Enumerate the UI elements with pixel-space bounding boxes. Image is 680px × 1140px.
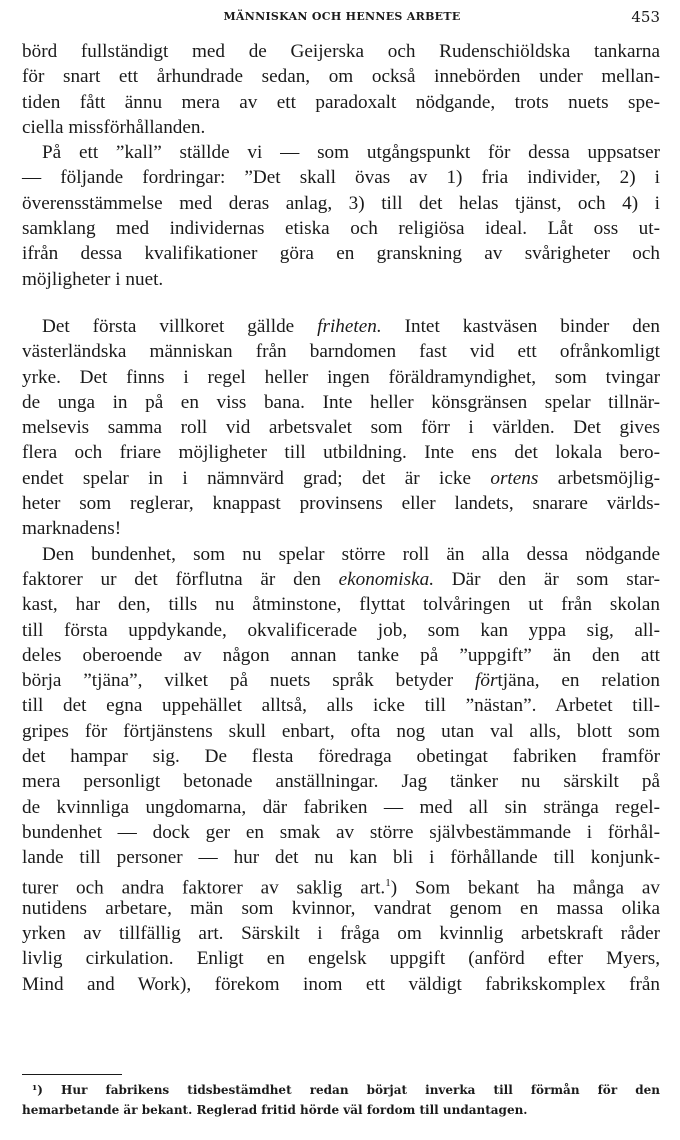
text-line bbox=[22, 466, 660, 491]
text-run: turer och andra faktorer av saklig art. bbox=[22, 876, 386, 898]
text-line: bundenhet — dock ger en smak av större självbestämmande i förhål- bbox=[22, 821, 660, 843]
text-run: Där den är som star- bbox=[434, 568, 660, 590]
text-line: yrken av tillfällig art. Särskilt i fråga om kvinnlig arbetskraft råder bbox=[22, 923, 660, 945]
text-run: Intet kastväsen binder den bbox=[381, 315, 660, 337]
text-run: faktorer ur det förflutna är den bbox=[22, 568, 339, 590]
text-line: ifrån dessa kvalifikationer göra en granskning av svårigheter och bbox=[22, 243, 660, 265]
footnote-marker: ¹) bbox=[32, 1083, 43, 1097]
emphasis-for: för bbox=[475, 670, 498, 692]
section-gap bbox=[22, 292, 660, 314]
text-line: livlig cirkulation. Enligt en engelsk uppgift (anförd efter Myers, bbox=[22, 948, 660, 970]
text-line: överensstämmelse med deras anlag, 3) till det helas tjänst, och 4) i bbox=[22, 192, 660, 214]
footnote-divider bbox=[22, 1074, 122, 1075]
text-run: ) Som bekant ha många av bbox=[390, 876, 660, 898]
text-line: västerländska människan från barndomen fast vid ett ofrånkomligt bbox=[22, 341, 660, 363]
text-line bbox=[22, 871, 660, 896]
text-line: för snart ett århundrade sedan, om också innebörden under mellan- bbox=[22, 66, 660, 88]
text-line: de unga in på en viss bana. Inte heller könsgränsen spelar tillnär- bbox=[22, 391, 660, 413]
text-run: tjäna, en relation bbox=[497, 670, 660, 692]
footnote bbox=[22, 1080, 660, 1120]
text-line: heter som reglerar, knappast provinsens eller landets, snarare världs- bbox=[22, 493, 660, 515]
paragraph-3 bbox=[22, 314, 660, 542]
footnote-line bbox=[22, 1080, 660, 1100]
text-run: arbetsmöjlig- bbox=[538, 467, 661, 489]
text-line: flera och friare möjligheter till utbildning. Inte ens det lokala bero- bbox=[22, 442, 660, 464]
text-line bbox=[22, 314, 660, 339]
text-line bbox=[22, 668, 660, 693]
text-line: deles oberoende av någon annan tanke på ”uppgift” än den att bbox=[22, 644, 660, 666]
paragraph-4 bbox=[22, 542, 660, 997]
emphasis-friheten: friheten. bbox=[317, 315, 382, 337]
text-line: melsevis samma roll vid arbetsvalet som förr i världen. Det gives bbox=[22, 417, 660, 439]
emphasis-ekonomiska: ekonomiska. bbox=[338, 568, 434, 590]
text-line: På ett ”kall” ställde vi — som utgångspunkt för dessa uppsatser bbox=[42, 142, 660, 164]
text-line: mera personligt betonade anställningar. Jag tänker nu särskilt på bbox=[22, 771, 660, 793]
text-line: tiden fått ännu mera av ett paradoxalt nödgande, trots nuets spe- bbox=[22, 91, 660, 113]
paragraph-1 bbox=[22, 39, 660, 140]
text-line bbox=[22, 567, 660, 592]
text-run: endet spelar in i nämnvärd grad; det är icke bbox=[22, 467, 491, 489]
text-line: samklang med individernas etiska och religiösa ideal. Låt oss ut- bbox=[22, 218, 660, 240]
text-line: lande till personer — hur det nu kan bli i förhållande till konjunk- bbox=[22, 847, 660, 869]
text-run: Det första villkoret gällde bbox=[42, 315, 318, 337]
footnote-reference[interactable]: 1 bbox=[385, 876, 391, 889]
footnote-text: Hur fabrikens tidsbestämdhet redan börjat inverka till förmån för den bbox=[61, 1083, 660, 1097]
text-line: de kvinnliga ungdomarna, där fabriken — med all sin stränga regel- bbox=[22, 796, 660, 818]
text-line: gripes för förtjänstens skull enbart, ofta nog utan val alls, blott som bbox=[22, 720, 660, 742]
text-line: — följande fordringar: ”Det skall övas av 1) fria individer, 2) i bbox=[22, 167, 660, 189]
text-line: ciella missförhållanden. bbox=[22, 116, 206, 138]
text-line: kast, har den, tills nu åtminstone, flyttat tolvåringen ut från skolan bbox=[22, 594, 660, 616]
text-line: Mind and Work), förekom inom ett väldigt fabrikskomplex från bbox=[22, 973, 660, 995]
text-run: börja ”tjäna”, vilket på nuets språk betyder bbox=[22, 670, 476, 692]
body-text bbox=[22, 39, 660, 997]
footnote-line: hemarbetande är bekant. Reglerad fritid hörde väl fordom till undantagen. bbox=[22, 1103, 528, 1117]
running-head: MÄNNISKAN OCH HENNES ARBETE bbox=[223, 10, 461, 23]
text-line: till första uppdykande, okvalificerade job, som kan yppa sig, all- bbox=[22, 619, 660, 641]
page-number: 453 bbox=[631, 8, 660, 26]
emphasis-ortens: ortens bbox=[490, 467, 539, 489]
text-line: det hampar sig. De flesta föredraga obetingat fabriken framför bbox=[22, 746, 660, 768]
page-header bbox=[22, 10, 662, 30]
paragraph-2 bbox=[22, 140, 660, 292]
text-line: marknadens! bbox=[22, 518, 122, 540]
text-line: till det egna uppehället alltså, alls icke till ”nästan”. Arbetet till- bbox=[22, 695, 660, 717]
text-line: yrke. Det finns i regel heller ingen föräldramyndighet, som tvingar bbox=[22, 366, 660, 388]
text-line: börd fullständigt med de Geijerska och Rudenschiöldska tankarna bbox=[22, 41, 660, 62]
text-line: möjligheter i nuet. bbox=[22, 268, 164, 290]
text-line: nutidens arbetare, män som kvinnor, vandrat genom en massa olika bbox=[22, 897, 660, 919]
text-line: Den bundenhet, som nu spelar större roll än alla dessa nödgande bbox=[42, 543, 660, 565]
